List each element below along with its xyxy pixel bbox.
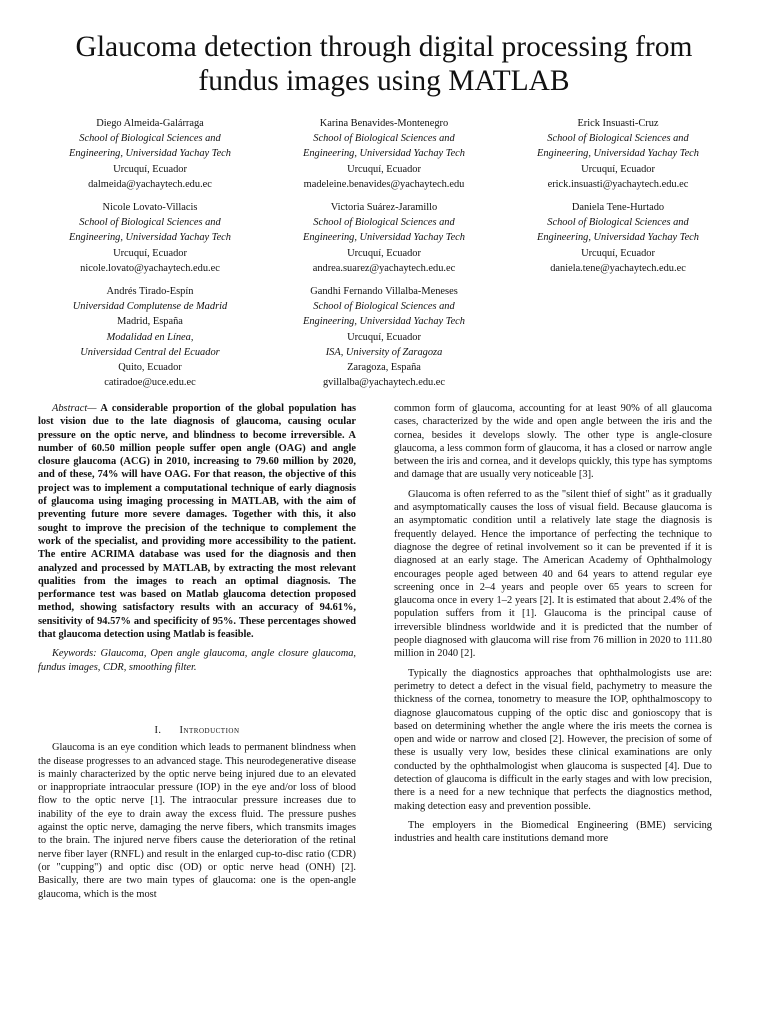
author-row-3: [40, 284, 728, 390]
author-email: nicole.lovato@yachaytech.edu.ec: [80, 262, 220, 274]
author-location: Quito, Ecuador: [118, 362, 182, 374]
author-location: Urcuquí, Ecuador: [113, 247, 187, 259]
author-card: [40, 200, 260, 276]
author-affiliation: Engineering, Universidad Yachay Tech: [68, 232, 231, 244]
author-affiliation: School of Biological Sciences and: [313, 217, 455, 229]
author-email: daniela.tene@yachaytech.edu.ec: [550, 262, 686, 274]
section-title: Introduction: [179, 724, 240, 736]
author-row-1: [40, 116, 728, 192]
left-column: [38, 402, 356, 907]
author-email: gvillalba@yachaytech.edu.ec: [322, 377, 446, 389]
author-card: [40, 284, 260, 390]
author-affiliation: School of Biological Sciences and: [547, 133, 689, 145]
right-column: [394, 402, 712, 852]
author-affiliation: Universidad Complutense de Madrid: [72, 301, 228, 313]
author-card: [508, 116, 728, 192]
author-affiliation: Engineering, Universidad Yachay Tech: [536, 232, 699, 244]
body-paragraph: Glaucoma is often referred to as the "silent thief of sight" as it gradually and asymptomatically causes the loss of visual field. Because glaucoma is an asymptomatic condition until a relatively late stage the diagnosis is frequently delayed. Hence the importance of perfecting the technique to diagnose the degree of retinal involvement so it can be prevented if it is diagnosed at an early stage. The American Academy of Ophthalmology encourages people aged between 40 and 64 years to attend regular eye screening once in 2–4 years and people over 65 years to screen for glaucoma once in every 1–2 years [2]. It is estimated that about 2.4% of the population suffers from it [1]. Glaucoma is the principal cause of irreversible blindness worldwide and it is predicted that the number of people diagnosed with glaucoma will rise from 76 million in 2020 to 111.80 million in 2040 [2].: [394, 488, 712, 660]
author-name: Karina Benavides-Montenegro: [319, 118, 449, 129]
author-affiliation: ISA, University of Zaragoza: [325, 346, 443, 358]
author-email: erick.insuasti@yachaytech.edu.ec: [547, 178, 689, 190]
abstract-text: A considerable proportion of the global population has lost vision due to the late diagnosis of glaucoma, causing ocular pressure on the optic nerve, and blindness to become irreversible. A number of 60.50 million people suffer open angle (OAG) and angle closure glaucoma (ACG) in 2010, increasing to 79.60 million by 2020, and of these, 74% will have OAG. For that reason, the objective of this project was to implement a computational technique of early diagnosis of glaucoma using imaging processing in MATLAB, with the aim of preventing future more severe damages. Together with this, it also sought to improve the precision of the technique to complement the work of the specialist, and providing more accessibility to the patient. The entire ACRIMA database was used for the diagnosis and then analyzed and processed by MATLAB, by extracting the most relevant qualities from the images to reach an optimal diagnosis. The performance test was based on Matlab glaucoma detection proposed method, showing satisfactory results with an accuracy of 94.61%, sensitivity of 94.57% and specificity of 95%. These percentages showed that glaucoma detection using Matlab is feasible.: [38, 403, 356, 641]
author-affiliation: Engineering, Universidad Yachay Tech: [536, 148, 699, 160]
intro-paragraph: Glaucoma is an eye condition which leads to permanent blindness when the disease progresses to an advanced stage. This neurodegenerative disease is mainly characterized by the optic nerve being injured due to an elevated or inappropriate intraocular pressure (IOP) in the eye and/or loss of blood flow to the optic nerve [1]. The intraocular pressure increases due to inability of the eye to drain away the excess fluid. The pressure pushes against the optic nerve, damaging the nerve fibers, which transmits images to the brain. The injured nerve fibers cause the deterioration of the retinal nerve fiber layer (RNFL) and result in the enlarged cup-to-disc ratio (CDR) (or "cupping") and optic disc (OD) or optic nerve head (ONH) [2]. Basically, there are two main types of glaucoma: one is the open-angle glaucoma, which is the most: [38, 742, 356, 900]
author-affiliation: Modalidad en Línea,: [106, 331, 194, 343]
author-location: Urcuquí, Ecuador: [581, 163, 655, 175]
author-name: Andrés Tirado-Espín: [106, 286, 194, 298]
author-affiliation: Universidad Central del Ecuador: [80, 346, 220, 358]
author-block: [40, 116, 728, 398]
author-email: madeleine.benavides@yachaytech.edu: [303, 178, 465, 190]
author-row-2: [40, 200, 728, 276]
author-name: Diego Almeida-Galárraga: [96, 118, 204, 129]
author-location: Urcuquí, Ecuador: [581, 247, 655, 259]
abstract: [38, 402, 356, 641]
author-location: Madrid, España: [117, 316, 183, 328]
author-name: Victoria Suárez-Jaramillo: [330, 202, 438, 214]
author-name: Daniela Tene-Hurtado: [571, 202, 665, 214]
author-email: andrea.suarez@yachaytech.edu.ec: [312, 262, 456, 274]
abstract-label: Abstract—: [52, 403, 97, 414]
author-location: Urcuquí, Ecuador: [347, 247, 421, 259]
author-affiliation: School of Biological Sciences and: [313, 133, 455, 145]
body-paragraph: Typically the diagnostics approaches that ophthalmologists use are: perimetry to detect a defect in the visual field, pachymetry to measure the thickness of the cornea, tonometry to measure the IOP, ophthalmoscopy to diagnose glaucomatous cupping of the optic disc and gonioscopy that is based on determining whether the angle where the iris meets the cornea is open and wide or narrow and closed [2]. However, the precision of some of these is usually very low, besides these clinical examinations are only conducted by the ophthalmologist when glaucoma is suspected [4]. Due to detection of glaucoma is difficult in the early stages and with low precision, there is a need for a new technique that perfects the diagnostics method, making detection easy and prevention possible.: [394, 667, 712, 812]
author-location: Urcuquí, Ecuador: [347, 163, 421, 175]
author-card: [274, 116, 494, 192]
author-card: [274, 200, 494, 276]
author-location: Zaragoza, España: [347, 362, 421, 374]
author-affiliation: Engineering, Universidad Yachay Tech: [302, 232, 465, 244]
author-affiliation: School of Biological Sciences and: [313, 301, 455, 313]
author-card: [508, 200, 728, 276]
paper-title: Glaucoma detection through digital processing from fundus images using MATLAB: [75, 31, 693, 97]
author-card: [274, 284, 494, 390]
author-email: dalmeida@yachaytech.edu.ec: [88, 178, 212, 190]
author-name: Nicole Lovato-Villacis: [102, 202, 198, 214]
author-affiliation: School of Biological Sciences and: [79, 217, 221, 229]
author-affiliation: School of Biological Sciences and: [79, 133, 221, 145]
author-affiliation: Engineering, Universidad Yachay Tech: [68, 148, 231, 160]
body-paragraph: The employers in the Biomedical Engineering (BME) servicing industries and health care institutions demand more: [394, 819, 712, 845]
author-email: catiradoe@uce.edu.ec: [104, 377, 196, 389]
author-card: [40, 116, 260, 192]
intro-continuation: common form of glaucoma, accounting for at least 90% of all glaucoma cases, characterized by the wide and open angle between the iris and the cornea, besides it develops slowly. The other type is angle-closure glaucoma, a less common form of glaucoma, it has a closed or narrow angle between the iris and cornea, and it develops quickly, this type has symptoms and damage that are usually very noticeable [3].: [394, 403, 712, 481]
author-location: Urcuquí, Ecuador: [347, 331, 421, 343]
author-affiliation: School of Biological Sciences and: [547, 217, 689, 229]
author-location: Urcuquí, Ecuador: [113, 163, 187, 175]
author-name: Erick Insuasti-Cruz: [577, 118, 659, 129]
section-heading: [38, 724, 356, 737]
section-number: I.: [154, 724, 162, 736]
author-affiliation: Engineering, Universidad Yachay Tech: [302, 148, 465, 160]
keywords: Keywords: Glaucoma, Open angle glaucoma, angle closure glaucoma, fundus images, CDR, smoothing filter.: [38, 648, 356, 673]
author-affiliation: Engineering, Universidad Yachay Tech: [302, 316, 465, 328]
author-name: Gandhi Fernando Villalba-Meneses: [310, 286, 458, 298]
